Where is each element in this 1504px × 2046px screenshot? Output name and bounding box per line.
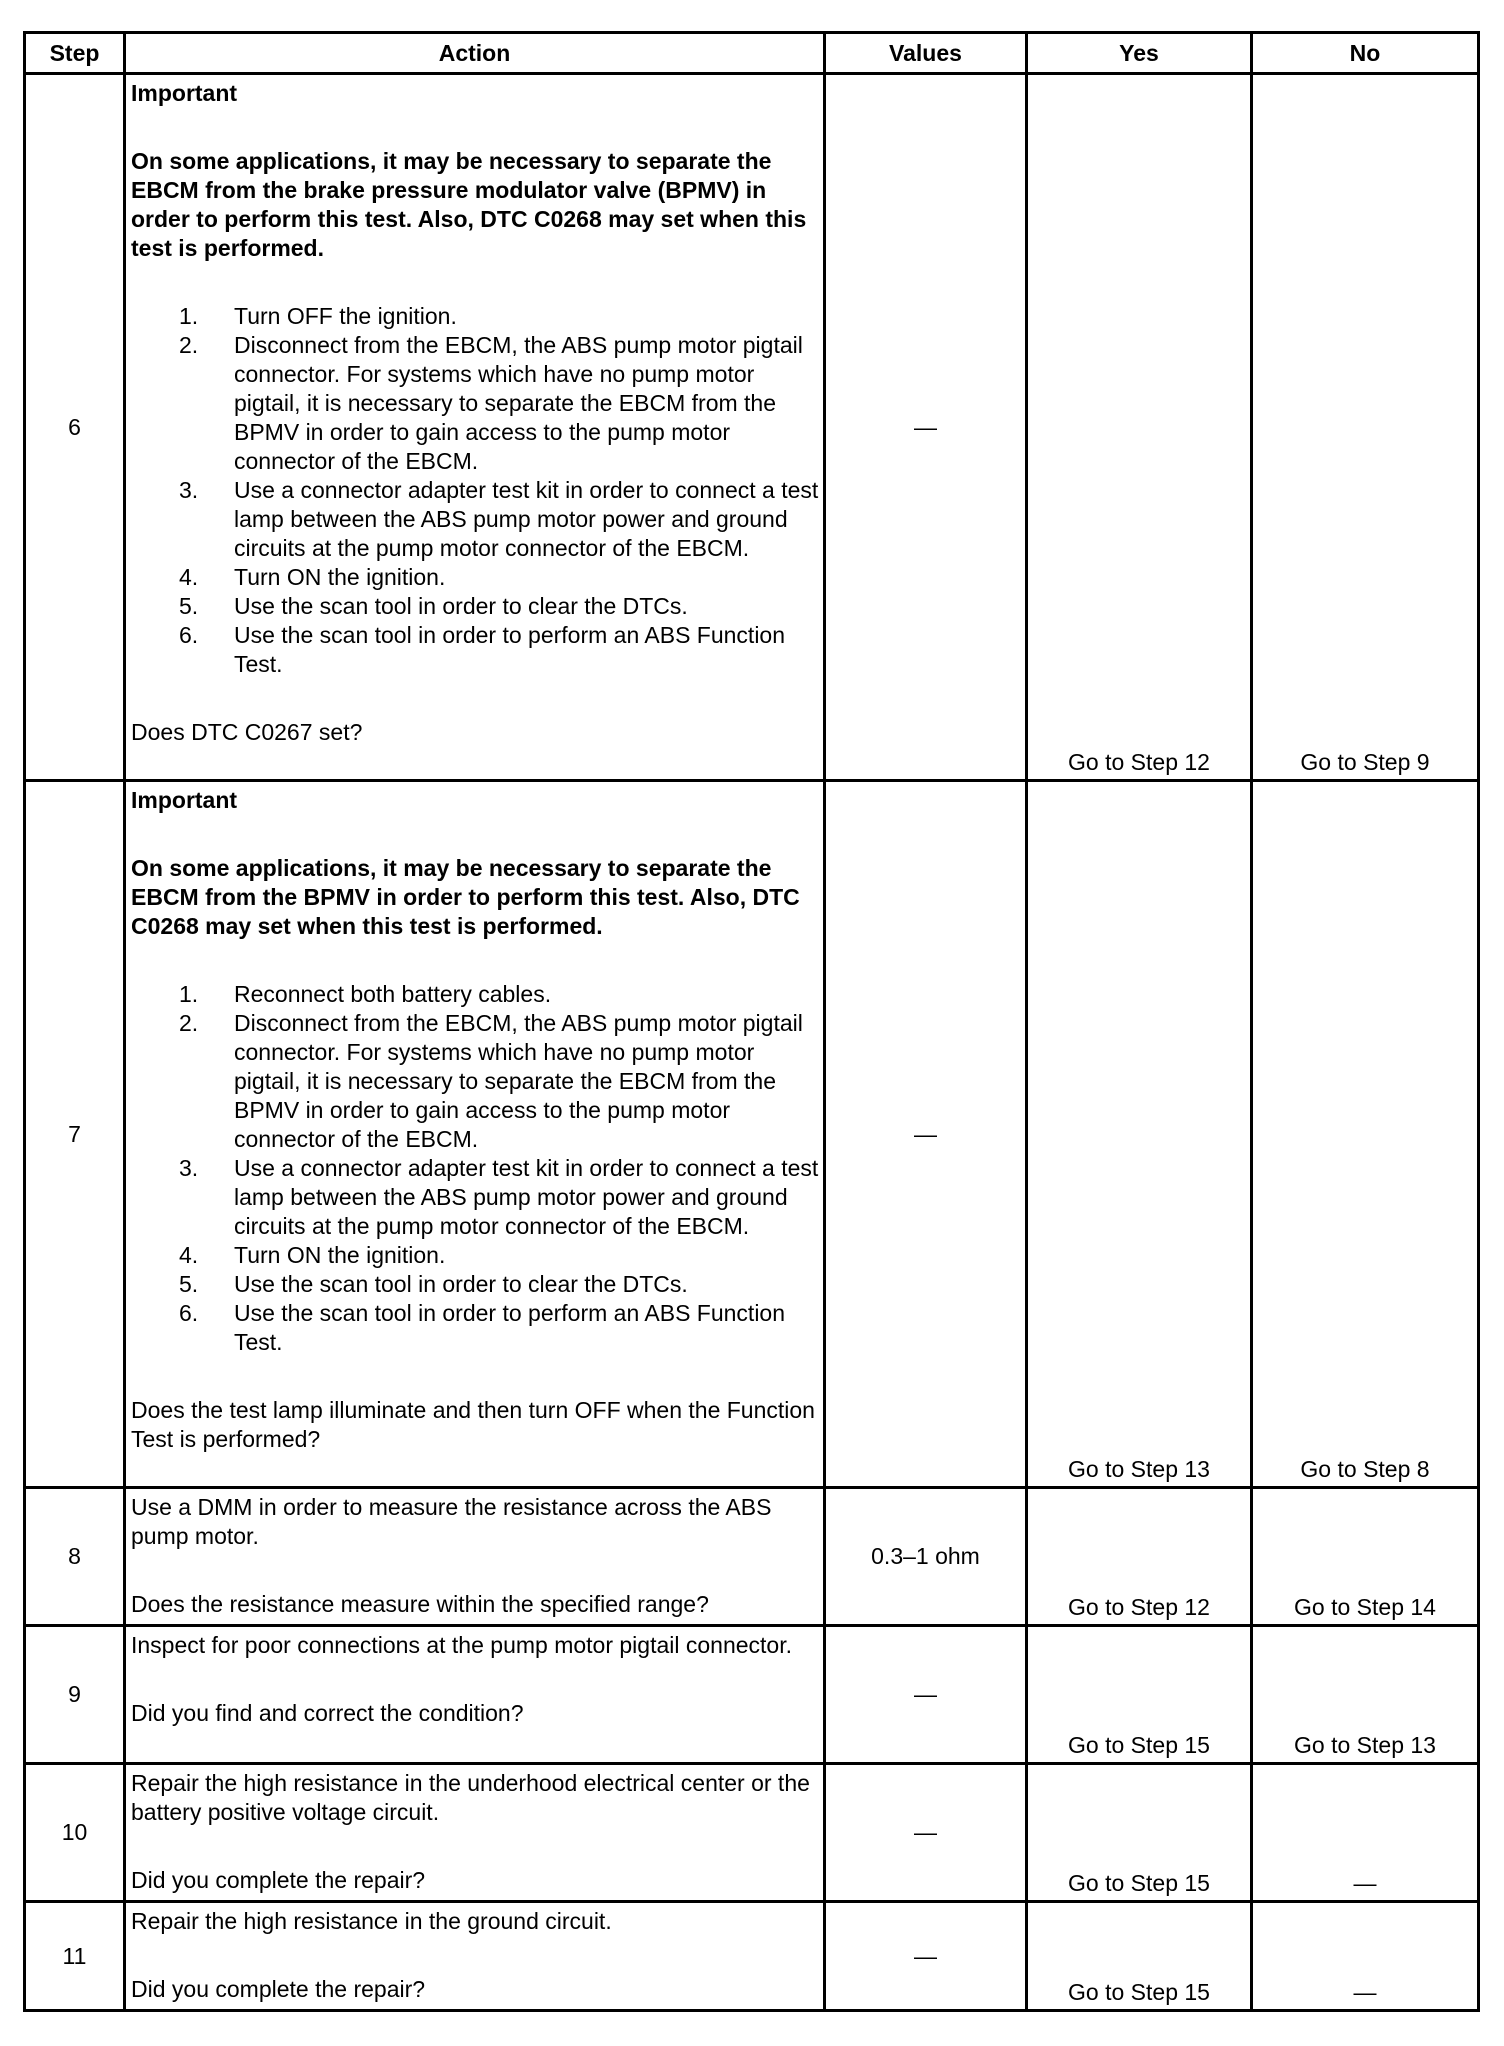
- step-number: 9: [25, 1626, 125, 1764]
- table-row-step-6: [25, 74, 1479, 781]
- values-cell: —: [825, 1626, 1027, 1764]
- question-text: Does the resistance measure within the specified range?: [131, 1591, 709, 1617]
- yes-cell: Go to Step 15: [1027, 1902, 1252, 2011]
- header-no: No: [1252, 33, 1479, 74]
- table-row-step-7: [25, 781, 1479, 1488]
- table-row-step-8: [25, 1488, 1479, 1626]
- list-item: 4. Turn ON the ignition.: [179, 564, 446, 590]
- no-cell: —: [1252, 1902, 1479, 2011]
- important-heading: Important: [131, 80, 238, 106]
- action-cell: [125, 74, 825, 781]
- list-item: 1. Turn OFF the ignition.: [179, 303, 457, 329]
- procedure-list: [131, 980, 819, 1357]
- yes-cell: Go to Step 15: [1027, 1764, 1252, 1902]
- question-text: Does the test lamp illuminate and then turn OFF when the Function Test is performed?: [131, 1397, 815, 1452]
- list-item: 2. Disconnect from the EBCM, the ABS pump motor pigtail connector. For systems which have no pump motor pigtail, it is necessary to separate the EBCM from the BPMV in order to gain access to the pump motor connector of the EBCM.: [179, 332, 803, 474]
- yes-cell: Go to Step 12: [1027, 74, 1252, 781]
- question-text: Does DTC C0267 set?: [131, 719, 363, 745]
- diagnostic-table: [23, 31, 1480, 2012]
- no-cell: —: [1252, 1764, 1479, 1902]
- header-yes: Yes: [1027, 33, 1252, 74]
- header-action: Action: [125, 33, 825, 74]
- question-text: Did you complete the repair?: [131, 1867, 426, 1893]
- no-cell: Go to Step 8: [1252, 781, 1479, 1488]
- action-cell: [125, 781, 825, 1488]
- question-text: Did you complete the repair?: [131, 1976, 426, 2002]
- step-number: 7: [25, 781, 125, 1488]
- yes-cell: Go to Step 13: [1027, 781, 1252, 1488]
- step-number: 11: [25, 1902, 125, 2011]
- list-item: 5. Use the scan tool in order to clear the DTCs.: [179, 1271, 688, 1297]
- action-cell: [125, 1764, 825, 1902]
- no-cell: Go to Step 9: [1252, 74, 1479, 781]
- action-text: Inspect for poor connections at the pump motor pigtail connector.: [131, 1632, 792, 1658]
- step-number: 6: [25, 74, 125, 781]
- action-cell: [125, 1626, 825, 1764]
- step-number: 8: [25, 1488, 125, 1626]
- table-row-step-11: [25, 1902, 1479, 2011]
- values-cell: —: [825, 781, 1027, 1488]
- values-cell: 0.3–1 ohm: [825, 1488, 1027, 1626]
- action-cell: [125, 1902, 825, 2011]
- list-item: 6. Use the scan tool in order to perform an ABS Function Test.: [179, 622, 786, 677]
- no-cell: Go to Step 13: [1252, 1626, 1479, 1764]
- action-text: Use a DMM in order to measure the resistance across the ABS pump motor.: [131, 1494, 772, 1549]
- values-cell: —: [825, 1902, 1027, 2011]
- yes-cell: Go to Step 15: [1027, 1626, 1252, 1764]
- header-row: [25, 33, 1479, 74]
- important-note: On some applications, it may be necessary to separate the EBCM from the brake pressure modulator valve (BPMV) in order to perform this test. Also, DTC C0268 may set when this test is performed.: [131, 148, 807, 261]
- important-heading: Important: [131, 787, 238, 813]
- action-text: Repair the high resistance in the underhood electrical center or the battery positive voltage circuit.: [131, 1770, 810, 1825]
- list-item: 2. Disconnect from the EBCM, the ABS pump motor pigtail connector. For systems which have no pump motor pigtail, it is necessary to separate the EBCM from the BPMV in order to gain access to the pump motor connector of the EBCM.: [179, 1010, 803, 1152]
- list-item: 3. Use a connector adapter test kit in order to connect a test lamp between the ABS pump motor power and ground circuits at the pump motor connector of the EBCM.: [179, 477, 819, 561]
- list-item: 3. Use a connector adapter test kit in order to connect a test lamp between the ABS pump motor power and ground circuits at the pump motor connector of the EBCM.: [179, 1155, 819, 1239]
- list-item: 4. Turn ON the ignition.: [179, 1242, 446, 1268]
- action-cell: [125, 1488, 825, 1626]
- values-cell: —: [825, 1764, 1027, 1902]
- step-number: 10: [25, 1764, 125, 1902]
- yes-cell: Go to Step 12: [1027, 1488, 1252, 1626]
- table-row-step-9: [25, 1626, 1479, 1764]
- procedure-list: [131, 302, 819, 679]
- action-text: Repair the high resistance in the ground circuit.: [131, 1908, 612, 1934]
- question-text: Did you find and correct the condition?: [131, 1700, 524, 1726]
- list-item: 1. Reconnect both battery cables.: [179, 981, 552, 1007]
- list-item: 6. Use the scan tool in order to perform an ABS Function Test.: [179, 1300, 786, 1355]
- header-step: Step: [25, 33, 125, 74]
- no-cell: Go to Step 14: [1252, 1488, 1479, 1626]
- header-values: Values: [825, 33, 1027, 74]
- values-cell: —: [825, 74, 1027, 781]
- list-item: 5. Use the scan tool in order to clear the DTCs.: [179, 593, 688, 619]
- table-row-step-10: [25, 1764, 1479, 1902]
- important-note: On some applications, it may be necessary to separate the EBCM from the BPMV in order to perform this test. Also, DTC C0268 may set when this test is performed.: [131, 855, 800, 939]
